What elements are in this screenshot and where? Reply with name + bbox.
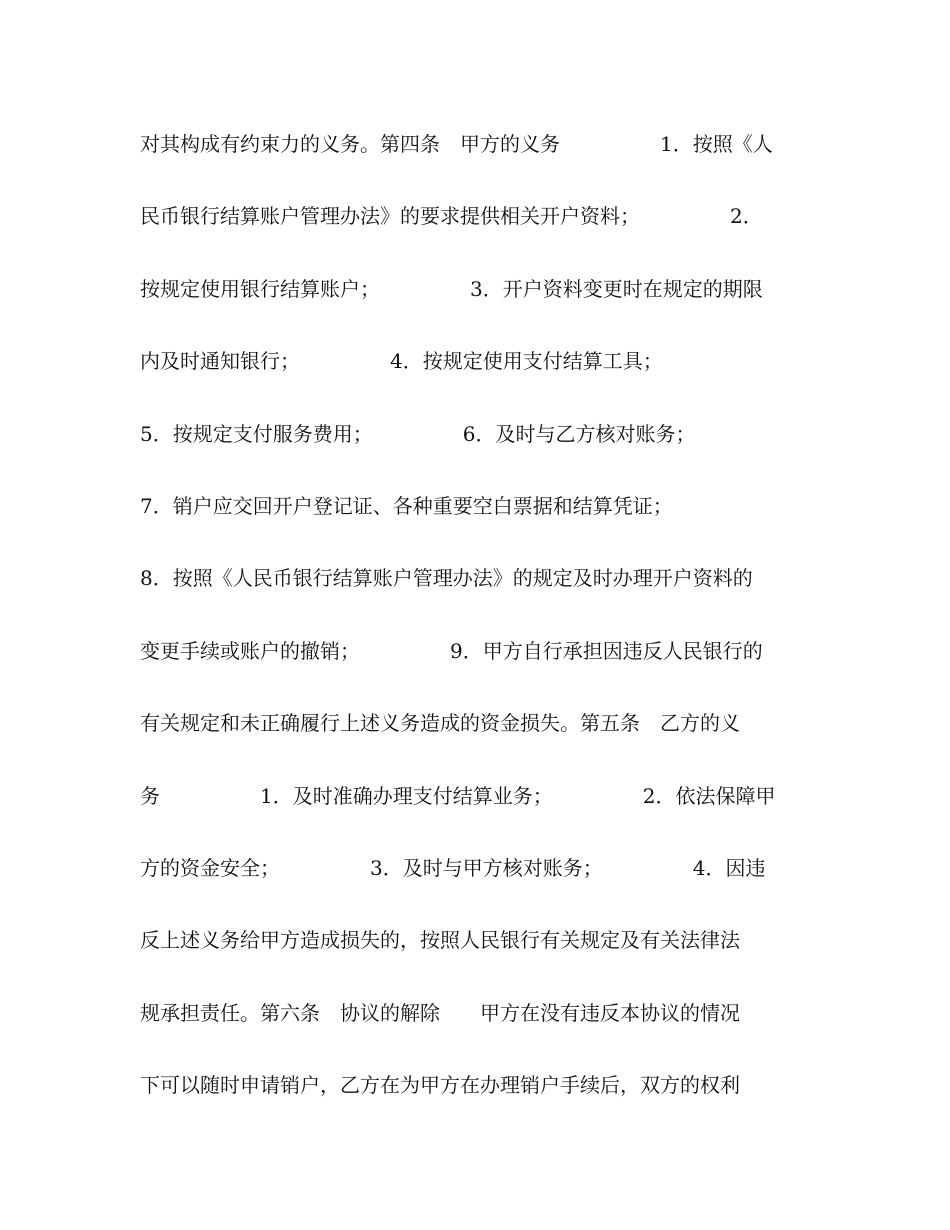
text-line: 内及时通知银行； 4．按规定使用支付结算工具； (140, 349, 663, 374)
text-line: 下可以随时申请销户，乙方在为甲方在办理销户手续后，双方的权利 (140, 1073, 740, 1098)
text-line: 方的资金安全； 3．及时与甲方核对账务； 4．因违 (140, 855, 766, 880)
text-line: 务 1．及时准确办理支付结算业务； 2．依法保障甲 (140, 783, 776, 808)
text-line: 规承担责任。第六条 协议的解除 甲方在没有违反本协议的情况 (140, 1000, 740, 1025)
text-line: 民币银行结算账户管理办法》的要求提供相关开户资料； 2． (140, 204, 763, 229)
text-line: 变更手续或账户的撤销； 9．甲方自行承担因违反人民银行的 (140, 638, 763, 663)
text-line: 反上述义务给甲方造成损失的，按照人民银行有关规定及有关法律法 (140, 928, 740, 953)
text-line: 7．销户应交回开户登记证、各种重要空白票据和结算凭证； (140, 493, 673, 518)
text-line: 5．按规定支付服务费用； 6．及时与乙方核对账务； (140, 421, 696, 446)
text-line: 有关规定和未正确履行上述义务造成的资金损失。第五条 乙方的义 (140, 711, 740, 736)
text-line: 按规定使用银行结算账户； 3．开户资料变更时在规定的期限 (140, 276, 763, 301)
text-line: 对其构成有约束力的义务。第四条 甲方的义务 1．按照《人 (140, 132, 773, 156)
document-body (140, 126, 820, 1139)
text-line: 8．按照《人民币银行结算账户管理办法》的规定及时办理开户资料的 (140, 566, 753, 591)
